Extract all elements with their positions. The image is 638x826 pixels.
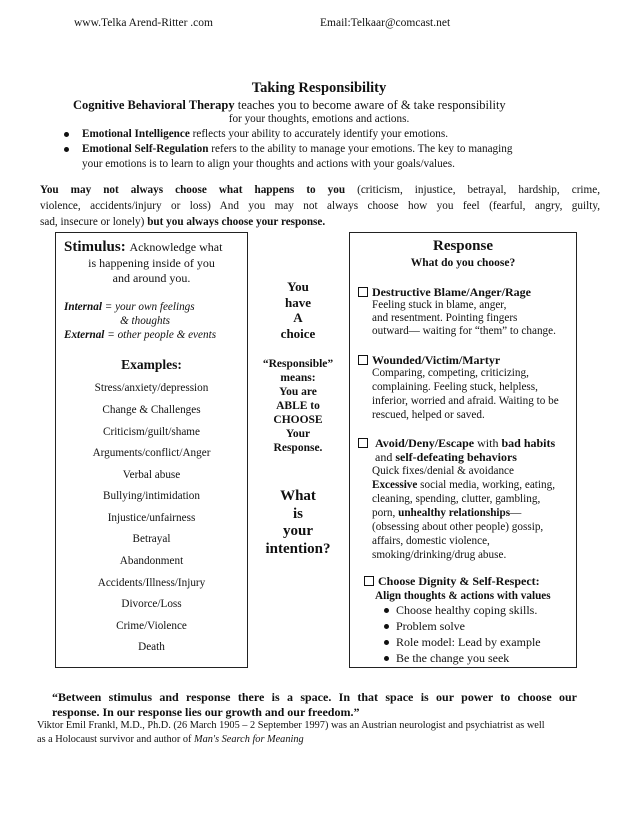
middle-line: Response. — [273, 442, 323, 454]
book-title: Man's Search for Meaning — [194, 734, 304, 745]
option-4-bullet: Problem solve — [396, 619, 465, 633]
option-3-label-c: self-defeating behaviors — [395, 450, 517, 464]
option-3-line: affairs, domestic violence, — [372, 535, 490, 547]
middle-line: ABLE to — [276, 400, 320, 412]
option-3-unhealthy: unhealthy relationships — [398, 507, 511, 519]
cbt-bold: Cognitive Behavioral Therapy — [73, 98, 235, 112]
middle-line: intention? — [265, 540, 331, 557]
option-3-porn: porn, — [372, 507, 396, 519]
external-label: External — [64, 329, 105, 341]
middle-line: means: — [280, 372, 316, 384]
middle-line: You — [287, 279, 309, 294]
option-3-line: cleaning, spending, clutter, gambling, — [372, 493, 541, 505]
internal-line — [64, 300, 195, 314]
what-is-intention — [254, 488, 342, 558]
choose-rest2: sad, insecure or lonely) — [40, 216, 145, 228]
ei-rest: reflects your ability to accurately identify your emotions. — [192, 128, 448, 140]
option-3-label: Avoid/Deny/Escape — [375, 436, 475, 450]
stimulus-title-bold: Stimulus: — [64, 239, 126, 255]
stimulus-title — [64, 238, 222, 256]
middle-line: CHOOSE — [273, 414, 323, 426]
responsible-means — [254, 357, 342, 455]
cbt-rest: teaches you to become aware of & take responsibility — [237, 98, 506, 112]
example-item: Stress/anxiety/depression — [94, 382, 209, 394]
option-4-bullet: Role model: Lead by example — [396, 635, 541, 649]
option-2-line: Comparing, competing, criticizing, — [372, 367, 529, 379]
intro-bullet-2-line2: your emotions is to learn to align your thoughts and actions with your goals/values. — [82, 158, 455, 170]
choose-bold2: but you always choose your response. — [147, 216, 326, 228]
response-subtitle: What do you choose? — [410, 257, 516, 269]
middle-line: You are — [279, 386, 317, 398]
option-4-label: Choose Dignity & Self-Respect: — [378, 574, 540, 588]
internal-label: Internal — [64, 301, 102, 313]
example-item: Injustice/unfairness — [107, 512, 196, 524]
option-4-subtitle: Align thoughts & actions with values — [375, 590, 551, 602]
external-text: = other people & events — [107, 329, 217, 341]
website-text: www.Telka Arend-Ritter .com — [74, 17, 213, 29]
option-3-line — [372, 506, 521, 520]
middle-line: choice — [280, 325, 316, 341]
option-3-with: with — [477, 436, 499, 450]
internal-line2: & thoughts — [120, 315, 171, 327]
option-1-line: outward— waiting for “them” to change. — [372, 325, 556, 337]
option-3-excessive-rest: social media, working, eating, — [420, 479, 556, 491]
choose-rest: (criticism, injustice, betrayal, hardship, crime, — [357, 184, 600, 196]
example-item: Bullying/intimidation — [103, 490, 200, 502]
examples-title: Examples: — [121, 357, 182, 372]
attribution-line2 — [37, 733, 304, 747]
bullet-icon — [64, 147, 69, 152]
middle-line: your — [283, 523, 313, 539]
example-item: Change & Challenges — [102, 404, 201, 416]
attribution-line1: Viktor Emil Frankl, M.D., Ph.D. (26 March 1905 – 2 September 1997) was an Austrian neurologist and psychiatrist as well — [37, 720, 545, 731]
esr-bold: Emotional Self-Regulation — [82, 143, 209, 155]
option-3-dash: — — [510, 507, 522, 519]
intro-bullet-2 — [82, 142, 512, 156]
option-2-title — [358, 353, 500, 367]
option-2-label: Wounded/Victim/Martyr — [372, 353, 501, 367]
choose-para-line3 — [40, 215, 325, 229]
option-1-line: and resentment. Pointing fingers — [372, 312, 518, 324]
attribution-text: as a Holocaust survivor and author of — [37, 734, 192, 745]
internal-text: = your own feelings — [104, 301, 195, 313]
cbt-line2: for your thoughts, emotions and actions. — [228, 113, 410, 125]
middle-line: What — [280, 488, 316, 504]
option-3-excessive: Excessive — [372, 479, 418, 491]
option-1-line: Feeling stuck in blame, anger, — [372, 299, 507, 311]
bullet-icon — [384, 624, 389, 629]
checkbox-icon — [358, 355, 368, 365]
example-item: Accidents/Illness/Injury — [97, 577, 206, 589]
choose-para-line1 — [40, 183, 600, 197]
option-3-and: and — [375, 450, 393, 464]
option-3-line: Quick fixes/denial & avoidance — [372, 465, 514, 477]
external-line — [64, 328, 216, 342]
ei-bold: Emotional Intelligence — [82, 128, 190, 140]
checkbox-icon — [358, 438, 368, 448]
option-2-line: complaining. Feeling stuck, helpless, — [372, 381, 538, 393]
response-title: Response — [432, 238, 493, 254]
option-4-bullet: Choose healthy coping skills. — [396, 603, 538, 617]
middle-line: is — [292, 505, 303, 522]
stimulus-title-l3: and around you. — [112, 271, 191, 285]
example-item: Betrayal — [132, 533, 171, 545]
example-item: Crime/Violence — [116, 620, 187, 632]
middle-line: A — [293, 310, 303, 325]
checkbox-icon — [358, 287, 368, 297]
example-item: Arguments/conflict/Anger — [92, 447, 211, 459]
example-item: Criticism/guilt/shame — [103, 426, 200, 438]
stimulus-title-rest: Acknowledge what — [129, 240, 223, 254]
middle-line: “Responsible” — [262, 358, 334, 370]
checkbox-icon — [364, 576, 374, 586]
bullet-icon — [384, 608, 389, 613]
option-2-line: inferior, worried and afraid. Waiting to be — [372, 395, 559, 407]
bullet-icon — [384, 656, 389, 661]
email-text: Email:Telkaar@comcast.net — [320, 17, 451, 29]
option-3-line — [372, 478, 555, 492]
quote-line1: “Between stimulus and response there is a space. In that space is our power to choose our — [52, 690, 577, 704]
quote-line2: response. In our response lies our growth and our freedom.” — [52, 705, 360, 719]
example-item: Abandonment — [119, 555, 184, 567]
option-3-line: (obsessing about other people) gossip, — [372, 521, 544, 533]
middle-line: have — [285, 294, 311, 310]
option-4-title — [364, 574, 540, 588]
option-3-label-b: bad habits — [501, 436, 556, 450]
you-have-choice — [254, 279, 342, 341]
middle-line: Your — [285, 428, 311, 440]
example-item: Verbal abuse — [122, 469, 181, 481]
option-1-label: Destructive Blame/Anger/Rage — [372, 285, 531, 299]
choose-bold: You may not always choose what happens to you — [40, 184, 346, 196]
option-1-title — [358, 285, 531, 299]
choose-para-line2: violence, accidents/injury or loss) And you may not always choose how you feel (fearful, angry, guilty, — [40, 200, 600, 212]
option-3-line: smoking/drinking/drug abuse. — [372, 549, 507, 561]
option-4-bullet: Be the change you seek — [396, 651, 510, 665]
stimulus-title-l2: is happening inside of you — [88, 256, 215, 270]
option-2-line: rescued, helped or saved. — [372, 409, 485, 421]
option-3-title-line2 — [375, 450, 517, 464]
cbt-line — [73, 98, 506, 112]
esr-rest: refers to the ability to manage your emotions. The key to managing — [211, 143, 513, 155]
bullet-icon — [384, 640, 389, 645]
option-3-title — [358, 436, 555, 450]
bullet-icon — [64, 132, 69, 137]
page-title: Taking Responsibility — [251, 80, 387, 96]
example-item: Divorce/Loss — [121, 598, 182, 610]
example-item: Death — [138, 641, 165, 653]
intro-bullet-1 — [82, 127, 448, 141]
